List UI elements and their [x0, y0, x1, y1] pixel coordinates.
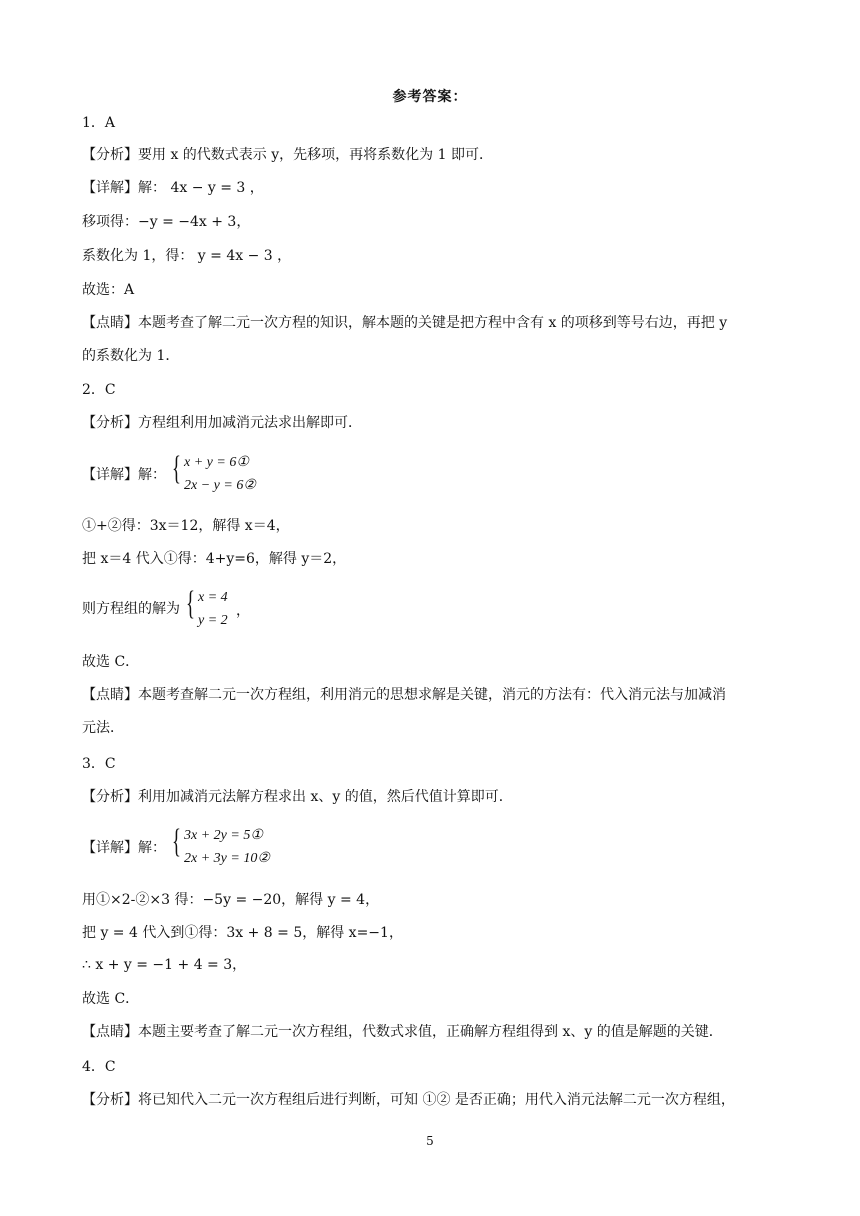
- q3-comment: 【点睛】本题主要考查了解二元一次方程组，代数式求值，正确解方程组得到 x、y 的值是解题的关键．: [82, 1024, 723, 1040]
- q3-number: 3．C: [82, 756, 116, 772]
- q4-number: 4．C: [82, 1059, 116, 1075]
- q3-system-brace: {: [172, 823, 181, 860]
- q3-analysis: 【分析】利用加减消元法解方程求出 x、y 的值，然后代值计算即可．: [82, 789, 513, 805]
- page-title: 参考答案：: [392, 89, 468, 105]
- q2-number: 2．C: [82, 382, 116, 398]
- q1-step2: 系数化为 1，得： y = 4x − 3 ，: [82, 248, 292, 264]
- q2-solution-label: 则方程组的解为: [82, 601, 180, 617]
- q2-comment-line1: 【点睛】本题考查解二元一次方程组，利用消元的思想求解是关键，消元的方法有：代入消元法与加减消: [82, 687, 726, 703]
- q2-equation-1: x + y = 6①: [184, 455, 249, 470]
- q3-equation-1: 3x + 2y = 5①: [184, 828, 263, 843]
- q2-comment-line2: 元法．: [82, 720, 124, 736]
- q1-choice: 故选：A: [82, 282, 135, 298]
- q4-analysis: 【分析】将已知代入二元一次方程组后进行判断，可知 ①② 是否正确；用代入消元法解二元一次方程组，: [82, 1092, 735, 1108]
- q2-solution-y: y = 2: [198, 613, 228, 628]
- q1-number: 1．A: [82, 115, 116, 131]
- page-number: 5: [426, 1134, 434, 1148]
- q3-equation-2: 2x + 3y = 10②: [184, 851, 270, 866]
- q2-system-brace: {: [172, 450, 181, 487]
- q1-step1: 移项得：−y = −4x + 3，: [82, 214, 251, 230]
- q1-comment-line2: 的系数化为 1．: [82, 348, 180, 364]
- q2-step2: 把 x＝4 代入①得：4+y=6，解得 y＝2，: [82, 551, 347, 567]
- q2-detail-label: 【详解】解：: [82, 467, 166, 483]
- q1-detail: 【详解】解： 4x − y = 3 ，: [82, 180, 264, 196]
- q3-choice: 故选 C．: [82, 991, 140, 1007]
- q1-comment-line1: 【点睛】本题考查了解二元一次方程的知识，解本题的关键是把方程中含有 x 的项移到等号右边，再把 y: [82, 315, 728, 331]
- q2-solution-brace: {: [186, 585, 195, 622]
- q2-step1: ①+②得：3x＝12，解得 x＝4，: [82, 518, 290, 534]
- q3-step2: 把 y = 4 代入到①得：3x + 8 = 5，解得 x=−1，: [82, 925, 403, 941]
- q3-detail-label: 【详解】解：: [82, 840, 166, 856]
- q3-step3: ∴ x + y = −1 + 4 = 3，: [82, 957, 247, 973]
- q2-equation-2: 2x − y = 6②: [184, 478, 256, 493]
- q3-step1: 用①×2-②×3 得：−5y = −20，解得 y = 4，: [82, 892, 380, 908]
- q1-analysis: 【分析】要用 x 的代数式表示 y，先移项，再将系数化为 1 即可．: [82, 147, 493, 163]
- q2-solution-end: ，: [236, 603, 250, 619]
- q2-analysis: 【分析】方程组利用加减消元法求出解即可．: [82, 415, 362, 431]
- q2-solution-x: x = 4: [198, 590, 228, 605]
- q2-choice: 故选 C．: [82, 654, 140, 670]
